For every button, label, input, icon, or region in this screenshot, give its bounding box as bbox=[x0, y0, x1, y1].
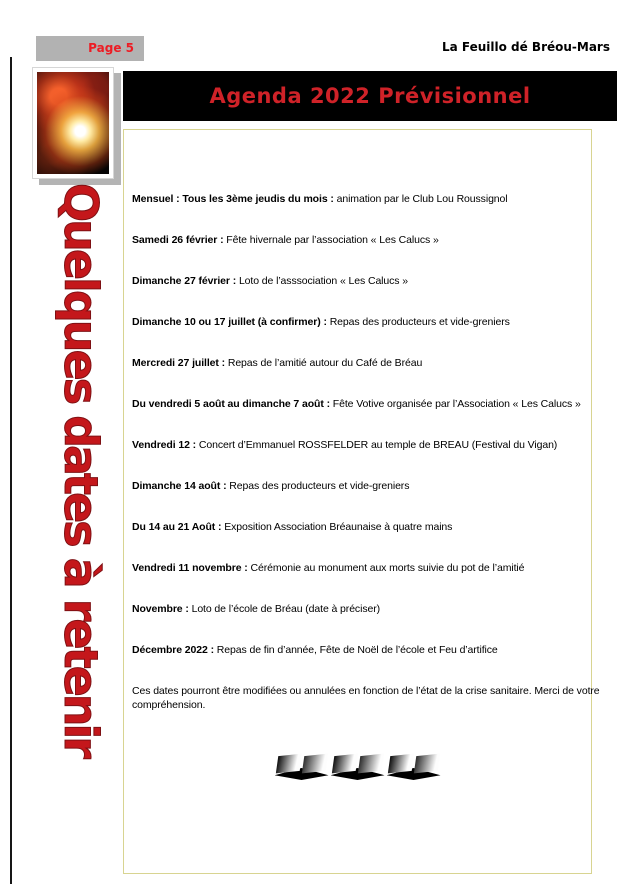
agenda-item-description: Repas de fin d’année, Fête de Noël de l’école et Feu d’artifice bbox=[213, 644, 498, 656]
agenda-item-description: Loto de l’asssociation « Les Calucs » bbox=[236, 275, 409, 287]
agenda-item-description: Repas de l’amitié autour du Café de Bréau bbox=[225, 357, 423, 369]
page-number-bar bbox=[36, 36, 144, 61]
agenda-item-date: Du vendredi 5 août au dimanche 7 août : bbox=[132, 398, 330, 410]
agenda-item-date: Dimanche 10 ou 17 juillet (à confirmer) : bbox=[132, 316, 327, 328]
agenda-item-description: Loto de l’école de Bréau (date à préciser) bbox=[188, 603, 380, 615]
agenda-item-date: Novembre : bbox=[132, 603, 189, 615]
fireworks-photo-frame bbox=[32, 67, 114, 179]
agenda-item bbox=[132, 315, 591, 329]
agenda-item-description: Cérémonie au monument aux morts suivie du pot de l’amitié bbox=[247, 562, 525, 574]
fold-decoration-row bbox=[124, 754, 591, 780]
fold-icon bbox=[331, 754, 385, 780]
agenda-item bbox=[132, 438, 591, 452]
agenda-item-description: Fête Votive organisée par l’Association « Les Calucs » bbox=[329, 398, 581, 410]
agenda-item bbox=[132, 643, 591, 657]
agenda-item-date: Dimanche 27 février : bbox=[132, 275, 237, 287]
left-border-rule bbox=[10, 57, 12, 884]
agenda-item bbox=[132, 520, 591, 534]
agenda-item-description: animation par le Club Lou Roussignol bbox=[333, 193, 508, 205]
page-number-label: Page 5 bbox=[88, 41, 134, 55]
agenda-content-box bbox=[123, 129, 600, 874]
agenda-item-description: Exposition Association Bréaunaise à quatre mains bbox=[221, 521, 453, 533]
fireworks-photo bbox=[37, 72, 109, 174]
agenda-item bbox=[132, 479, 591, 493]
agenda-banner-title: Agenda 2022 Prévisionnel bbox=[209, 84, 531, 108]
agenda-item-date: Vendredi 11 novembre : bbox=[132, 562, 248, 574]
agenda-item-description: Concert d’Emmanuel ROSSFELDER au temple de BREAU (Festival du Vigan) bbox=[196, 439, 558, 451]
agenda-item-date: Samedi 26 février : bbox=[132, 234, 224, 246]
agenda-item-date: Dimanche 14 août : bbox=[132, 480, 227, 492]
agenda-item-date: Décembre 2022 : bbox=[132, 644, 214, 656]
agenda-list bbox=[124, 130, 591, 657]
agenda-item bbox=[132, 602, 591, 616]
agenda-item bbox=[132, 561, 591, 575]
fold-icon bbox=[275, 754, 329, 780]
agenda-item-description: Repas des producteurs et vide-greniers bbox=[326, 316, 510, 328]
agenda-item-date: Mensuel : Tous les 3ème jeudis du mois : bbox=[132, 193, 334, 205]
agenda-item-date: Mercredi 27 juillet : bbox=[132, 357, 226, 369]
agenda-banner bbox=[123, 71, 617, 121]
vertical-wordart-text: Quelques dates à retenir bbox=[54, 183, 108, 756]
agenda-item-description: Fête hivernale par l’association « Les Calucs » bbox=[223, 234, 439, 246]
newsletter-title: La Feuillo dé Bréou-Mars bbox=[441, 40, 610, 54]
agenda-item bbox=[132, 274, 591, 288]
agenda-item bbox=[132, 397, 591, 411]
agenda-item bbox=[132, 233, 591, 247]
agenda-item-description: Repas des producteurs et vide-greniers bbox=[226, 480, 410, 492]
agenda-item bbox=[132, 356, 591, 370]
agenda-item-date: Du 14 au 21 Août : bbox=[132, 521, 222, 533]
fold-icon bbox=[387, 754, 441, 780]
footer-note: Ces dates pourront être modifiées ou annulées en fonction de l’état de la crise sanitaire. Merci de votre compréhension. bbox=[132, 685, 600, 711]
agenda-item-date: Vendredi 12 : bbox=[132, 439, 197, 451]
agenda-item bbox=[132, 192, 591, 206]
